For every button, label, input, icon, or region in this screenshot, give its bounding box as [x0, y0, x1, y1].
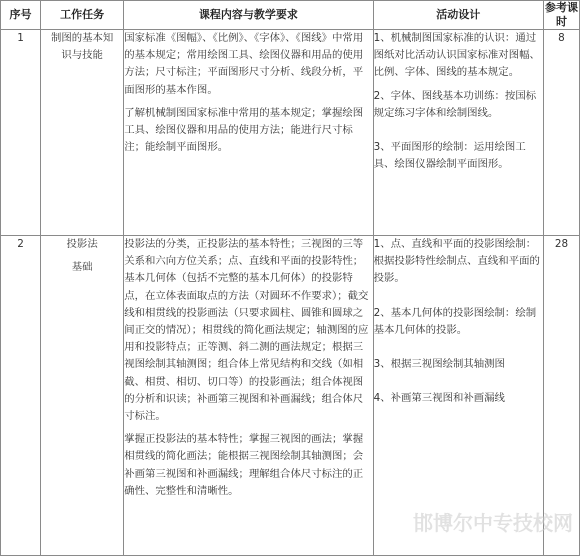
header-index: 序号 [1, 1, 41, 30]
header-hours: 参考课时 [544, 1, 578, 28]
activity-item: 1、点、直线和平面的投影图绘制：根据投影特性绘制点、直线和平面的投影。 [373, 238, 540, 285]
header-content: 课程内容与教学要求 [124, 1, 373, 30]
task-line: 制图的基本知 [50, 32, 114, 44]
row-activity-cell [373, 30, 543, 236]
header-row [1, 1, 580, 30]
table-row [1, 236, 580, 556]
row-index-cell: 1 [1, 30, 41, 236]
activity-item: 2、字体、图线基本功训练：按国标规定练习字体和绘制图线。 [373, 89, 537, 119]
activity-item: 3、平面图形的绘制：运用绘图工具、绘图仪器绘制平面图形。 [373, 141, 526, 171]
task-line: 投影法 [66, 238, 98, 250]
row-hours-cell: 28 [543, 236, 579, 556]
table-row [1, 30, 580, 236]
task-line: 识与技能 [61, 49, 103, 62]
row-activity-cell [373, 236, 543, 556]
row-hours-cell: 8 [543, 30, 579, 236]
row-content-cell [124, 30, 373, 236]
row-task-cell [41, 236, 124, 556]
activity-item: 1、机械制图国家标准的认识：通过图纸对比活动认识国家标准对图幅、比例、字体、图线的基本规定。 [373, 32, 540, 79]
content-paragraph: 掌握正投影法的基本特性；掌握三视图的画法；掌握相贯线的简化画法；能根据三视图绘制其轴测图；会补画第三视图和补画漏线；理解组合体尺寸标注的正确性、完整性和清晰性。 [124, 433, 364, 497]
header-activity: 活动设计 [373, 1, 543, 30]
activity-item: 4、补画第三视图和补画漏线 [373, 392, 505, 405]
task-line: 基础 [71, 261, 93, 274]
content-paragraph: 投影法的分类，正投影法的基本特性；三视图的三等关系和六向方位关系；点、直线和平面的投影特性；基本几何体（包括不完整的基本几何体）的投影特点，在立体表面取点的方法（对圆环不作要求）；截交线和相贯线的投影画法（只要求圆柱、圆锥和圆球之间正交的情况）；相贯线的简化画法规定；轴测图的应用和投影特点；正等测、斜二测的画法规定；根据三视图绘制其轴测图；组合体上常见结构和交线（如相截、相贯、相切、切口等）的投影画法；组合体视图的分析和识读；补画第三视图和补画漏线；组合体尺寸标注。 [124, 238, 369, 423]
activity-item: 3、根据三视图绘制其轴测图 [373, 358, 505, 371]
header-task: 工作任务 [41, 1, 124, 30]
row-task-cell [41, 30, 124, 236]
content-paragraph: 国家标准《图幅》、《比例》、《字体》、《图线》中常用的基本规定；常用绘图工具、绘图仪器和用品的使用方法；尺寸标注；平面图形尺寸分析、线段分析，平面图形的基本作图。 [124, 32, 364, 96]
activity-item: 2、基本几何体的投影图绘制：绘制基本几何体的投影。 [373, 306, 537, 336]
content-paragraph: 了解机械制图国家标准中常用的基本规定；掌握绘图工具、绘图仪器和用品的使用方法；能进行尺寸标注；能绘制平面图形。 [124, 106, 364, 154]
site-watermark: 邯博尔中专技校网 [413, 511, 573, 535]
row-index-cell: 2 [1, 236, 41, 556]
row-content-cell [124, 236, 373, 556]
